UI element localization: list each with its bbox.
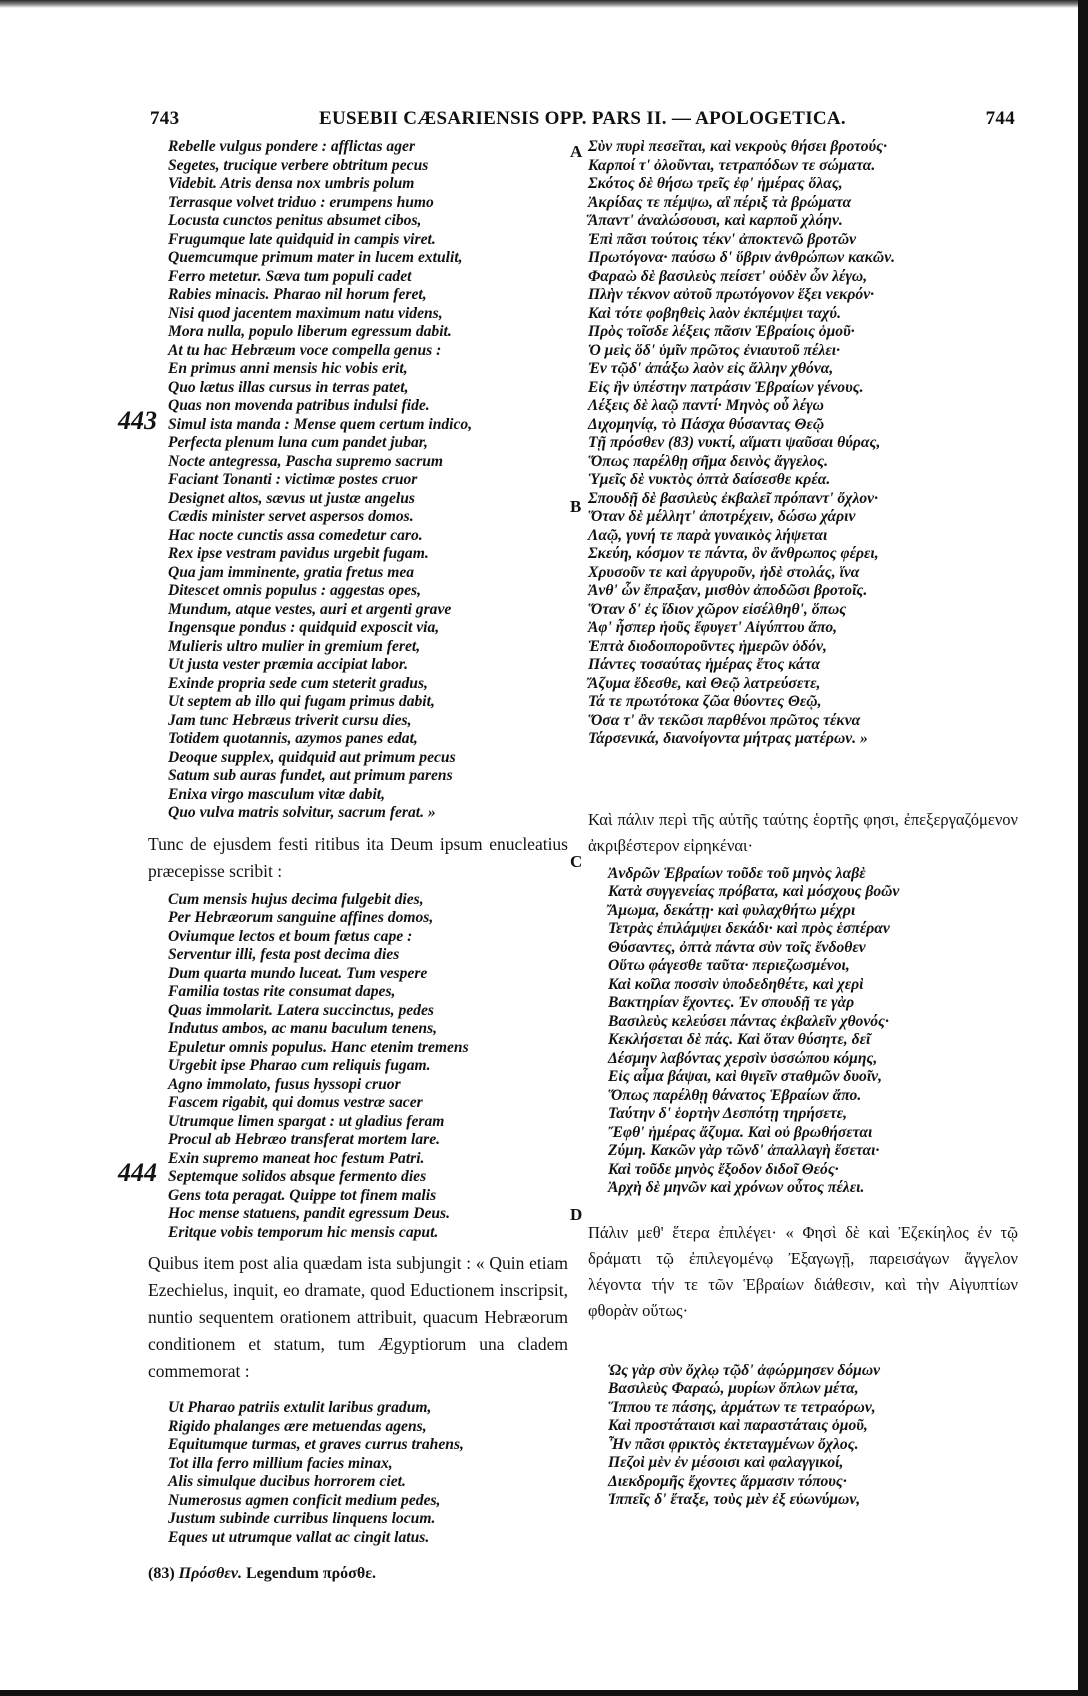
greek-verse-line: Τά τε πρωτότοκα ζῶα θύοντες Θεῷ, bbox=[588, 693, 822, 710]
verse-line: Utrumque limen spargat : ut gladius feram bbox=[168, 1112, 445, 1130]
running-header bbox=[150, 108, 1015, 134]
greek-verse-line: Λέξεις δὲ λαῷ παντί· Μηνὸς οὗ λέγω bbox=[588, 397, 824, 414]
greek-verse-line: Πεζοὶ μὲν ἐν μέσοισι καὶ φαλαγγικοί, bbox=[608, 1454, 844, 1471]
greek-verse-line: Θύσαντες, ὀπτὰ πάντα σὺν τοῖς ἔνδοθεν bbox=[608, 938, 866, 956]
verse-line: Quas immolarit. Latera succinctus, pedes bbox=[168, 1001, 434, 1019]
verse-line: Faciant Tonanti : victimæ postes cruor bbox=[168, 471, 418, 488]
greek-verse-line: Λαῷ, γυνή τε παρὰ γυναικὸς λήψεται bbox=[588, 526, 828, 544]
verse-line: Rabies minacis. Pharao nil horum feret, bbox=[168, 286, 427, 303]
greek-verse-line: Καὶ προστάταισι καὶ παραστάταις ὁμοῦ, bbox=[608, 1417, 868, 1434]
verse-line: Familia tostas rite consumat dapes, bbox=[168, 983, 396, 1000]
greek-verse-line: Ἱππεῖς δ' ἔταξε, τοὺς μὲν ἐξ εὐωνύμων, bbox=[608, 1491, 861, 1508]
verse-line: Indutus ambos, ac manu baculum tenens, bbox=[168, 1020, 438, 1037]
verse-line: Fascem rigabit, qui domus vestræ sacer bbox=[168, 1094, 423, 1111]
sigla-b: B bbox=[570, 497, 582, 516]
verse-line: Nocte antegressa, Pascha supremo sacrum bbox=[168, 452, 444, 470]
latin-verse-block-3 bbox=[148, 1399, 568, 1547]
verse-line: Simul ista manda : Mense quem certum indico, 443 bbox=[118, 405, 473, 435]
verse-line: Satum sub auras fundet, aut primum parens bbox=[168, 767, 453, 784]
section-number-443: 443 bbox=[118, 405, 157, 435]
greek-verse-line: Τάρσενικά, διανοίγοντα μήτρας ματέρων. » bbox=[588, 730, 868, 747]
verse-line: Eritque vobis temporum hic mensis caput. bbox=[168, 1223, 439, 1241]
verse-line: Quas non movenda patribus indulsi fide. bbox=[168, 397, 430, 414]
sigla-a: A bbox=[570, 142, 583, 161]
verse-line: Mundum, atque vestes, auri et argenti grave bbox=[168, 600, 452, 618]
greek-verse-line: Ἀνθ' ὧν ἔπραξαν, μισθὸν ἀποδῶσι βροτοῖς. bbox=[588, 582, 868, 599]
greek-verse-line: Τῇ πρόσθεν (83) νυκτί, αἵματι ψαῦσαι θύρας, bbox=[588, 434, 881, 451]
latin-prose-1: Tunc de ejusdem festi ritibus ita Deum ipsum enucleatius præcepisse scribit : bbox=[148, 833, 568, 881]
verse-line: Hoc mense statuens, pandit egressum Deus. bbox=[168, 1205, 451, 1222]
verse-line: Quemcumque primum mater in lucem extulit, bbox=[168, 249, 463, 266]
verse-line: Mulieris ultro mulier in gremium feret, bbox=[168, 637, 421, 655]
greek-verse-line: Ἅπαντ' ἀναλώσουσι, καὶ καρποῦ χλόην. bbox=[588, 212, 843, 229]
greek-verse-line: Ἄζυμα ἔδεσθε, καὶ Θεῷ λατρεύσετε, bbox=[588, 674, 821, 692]
verse-line: Urgebit ipse Pharao cum reliquis fugam. bbox=[168, 1057, 431, 1074]
greek-verse-line: Καὶ τοῦδε μηνὸς ἔξοδον διδοῖ Θεός· bbox=[608, 1160, 839, 1178]
verse-line: Qua jam imminente, gratia fretus mea bbox=[168, 563, 415, 581]
verse-line: Nisi quod jacentem maximum natu videns, bbox=[168, 304, 443, 322]
verse-line: Exin supremo maneat hoc festum Patri. bbox=[168, 1149, 425, 1167]
verse-line: Terrasque volvet triduo : erumpens humo bbox=[168, 193, 434, 211]
greek-prose-1: Καὶ πάλιν περὶ τῆς αὐτῆς ταύτης ἑορτῆς φησι, ἐπεξεργαζόμενον ἀκριβέστερον εἰρηκέναι· bbox=[588, 809, 1018, 855]
greek-verse-block-3 bbox=[588, 1362, 1018, 1510]
greek-verse-line: Κεκλήσεται δὲ πάς. Καὶ ὅταν θύσητε, δεῖ bbox=[608, 1031, 871, 1048]
scan-edge-right bbox=[1078, 0, 1088, 1696]
verse-line: Procul ab Hebræo transferat mortem lare. bbox=[168, 1131, 441, 1148]
verse-line: Ut Pharao patriis extulit laribus gradum, bbox=[168, 1399, 432, 1416]
sigla-d: D bbox=[570, 1205, 583, 1224]
running-title: EUSEBII CÆSARIENSIS OPP. PARS II. — APOLOGETICA. bbox=[318, 108, 846, 129]
verse-line: Quo vulva matris solvitur, sacrum ferat. » bbox=[168, 804, 436, 821]
verse-line: Numerosus agmen conficit medium pedes, bbox=[168, 1491, 441, 1509]
section-number-444: 444 bbox=[118, 1158, 157, 1187]
verse-line: Epuletur omnis populus. Hanc etenim tremens bbox=[168, 1038, 469, 1056]
verse-line: Ingensque pondus : quidquid exposcit via, bbox=[168, 619, 440, 636]
verse-line: Agno immolato, fusus hyssopi cruor bbox=[168, 1075, 401, 1093]
footnote-greek: Πρόσθεν. bbox=[178, 1565, 242, 1582]
greek-verse-block-1 bbox=[588, 138, 1018, 749]
verse-line: Ut septem ab illo qui fugam primus dabit, bbox=[168, 693, 435, 710]
verse-line: Ferro metetur. Sæva tum populi cadet bbox=[168, 267, 412, 285]
greek-verse-line: Καρποί τ' ὀλοῦνται, τετραπόδων τε σώματα. bbox=[588, 156, 876, 174]
greek-verse-line: Ἔφθ' ἡμέρας ἄζυμα. Καὶ οὐ βρωθήσεται bbox=[608, 1123, 873, 1141]
greek-verse-line: Ἐν τῷδ' ἀπάξω λαὸν εἰς ἄλλην χθόνα, bbox=[588, 360, 834, 377]
latin-prose-2: Quibus item post alia quædam ista subjungit : « Quin etiam Ezechielus, inquit, eo dramate, quod Eductionem inscripsit, nuntio sequentem orationem attribuit, quacum Hebræorum conditionem et statum, tum Ægyptiorum una cladem commemorat : bbox=[148, 1253, 568, 1381]
greek-verse-line: Ὅταν δὲ μέλλητ' ἀποτρέχειν, δώσω χάριν bbox=[588, 508, 856, 525]
greek-verse-line: Βακτηρίαν ἔχοντες. Ἐν σπουδῇ τε γὰρ bbox=[608, 994, 855, 1011]
footnote bbox=[148, 1565, 568, 1583]
verse-line: Alis simulque ducibus horrorem ciet. bbox=[168, 1473, 406, 1490]
greek-verse-line: Εἰς ἣν ὑπέστην πατράσιν Ἑβραίων γένους. bbox=[588, 378, 864, 396]
verse-line: Per Hebræorum sanguine affines domos, bbox=[168, 909, 434, 926]
verse-line: Perfecta plenum luna cum pandet jubar, bbox=[168, 434, 428, 451]
right-column bbox=[588, 138, 1018, 1510]
sigla-c: C bbox=[570, 852, 583, 871]
greek-verse-line: Πρωτόγονα· παύσω δ' ὕβριν ἀνθρώπων κακῶν. bbox=[588, 249, 896, 266]
page-number-right: 744 bbox=[985, 108, 1015, 129]
verse-line: Frugumque late quidquid in campis viret. bbox=[168, 230, 436, 248]
greek-verse-line: Ἦν πᾶσι φρικτὸς ἐκτεταγμένων ὄχλος. bbox=[608, 1435, 859, 1453]
greek-verse-line: Φαραὼ δὲ βασιλεὺς πείσετ' οὐδὲν ὧν λέγω, bbox=[588, 267, 868, 285]
verse-line: Ditescet omnis populus : aggestas opes, bbox=[168, 582, 421, 599]
greek-verse-line: Πλὴν τέκνον αὐτοῦ πρωτόγονον ἕξει νεκρόν· bbox=[588, 286, 875, 303]
latin-verse-block-1 bbox=[118, 138, 568, 823]
footnote-number: (83) bbox=[148, 1565, 175, 1582]
greek-verse-line: Κατὰ συγγενείας πρόβατα, καὶ μόσχους βοῶν bbox=[608, 883, 900, 900]
verse-line: Cum mensis hujus decima fulgebit dies, bbox=[168, 890, 424, 908]
verse-line: Septemque solidos absque fermento dies 444 bbox=[118, 1158, 427, 1187]
greek-verse-line: Ἀνδρῶν Ἑβραίων τοῦδε τοῦ μηνὸς λαβὲ bbox=[608, 864, 866, 882]
greek-verse-line: Ἑπτὰ διοδοιποροῦντες ἡμερῶν ὁδόν, bbox=[588, 637, 827, 655]
greek-verse-line: Πάντες τοσαύτας ἡμέρας ἔτος κάτα bbox=[588, 656, 820, 673]
scan-edge-bottom bbox=[0, 1690, 1088, 1696]
greek-verse-line: Πρὸς τοῖσδε λέξεις πᾶσιν Ἑβραίοις ὁμοῦ· bbox=[588, 323, 855, 340]
verse-line: Totidem quotannis, azymos panes edat, bbox=[168, 730, 418, 747]
verse-line: Rex ipse vestram pavidus urgebit fugam. bbox=[168, 545, 429, 562]
verse-line: Quo lætus illas cursus in terras patet, bbox=[168, 378, 409, 396]
verse-line: Serventur illi, festa post decima dies bbox=[168, 946, 400, 963]
verse-line: Segetes, trucique verbere obtritum pecus bbox=[168, 156, 429, 174]
greek-verse-line: Ὅπως παρέλθῃ θάνατος Ἑβραίων ἄπο. bbox=[608, 1086, 862, 1104]
greek-verse-line: Δέσμην λαβόντας χερσὶν ὑσσώπου κόμης, bbox=[608, 1049, 878, 1067]
greek-prose-2: Πάλιν μεθ' ἕτερα ἐπιλέγει· « Φησὶ δὲ καὶ Ἐζεκίηλος ἐν τῷ δράματι τῷ ἐπιλεγομένῳ Ἐξαγωγῇ, παρεισάγων ἄγγελον λέγοντα τήν τε τῶν Ἑβραίων διάθεσιν, καὶ τὴν Αἰγυπτίων φθορὰν οὕτως· bbox=[588, 1222, 1018, 1320]
greek-verse-line: Χρυσοῦν τε καὶ ἀργυροῦν, ἠδὲ στολάς, ἵνα bbox=[588, 563, 860, 581]
verse-line: Exinde propria sede cum steterit gradus, bbox=[168, 674, 428, 692]
greek-verse-line: Ὁ μεὶς ὅδ' ὑμῖν πρῶτος ἐνιαυτοῦ πέλει· bbox=[588, 341, 840, 359]
verse-line: At tu hac Hebræum voce compella genus : bbox=[168, 341, 442, 359]
greek-verse-line: Σὺν πυρὶ πεσεῖται, καὶ νεκροὺς θήσει βροτούς· bbox=[588, 138, 888, 155]
verse-line: Designet altos, sævus ut justæ angelus bbox=[168, 489, 415, 507]
greek-verse-line: Καὶ τότε φοβηθεὶς λαὸν ἐκπέμψει ταχύ. bbox=[588, 304, 841, 322]
greek-verse-line: Ἀφ' ἧσπερ ἡοῦς ἔφυγετ' Αἰγύπτου ἄπο, bbox=[588, 619, 838, 636]
greek-verse-line: Ὅσα τ' ἂν τεκῶσι παρθένοι πρῶτος τέκνα bbox=[588, 711, 861, 729]
footnote-text: Legendum πρόσθε. bbox=[245, 1565, 377, 1582]
greek-verse-line: Ὅταν δ' ἐς ἴδιον χῶρον εἰσέλθηθ', ὅπως bbox=[588, 600, 847, 618]
verse-line: Cædis minister servet aspersos domos. bbox=[168, 508, 414, 525]
verse-line: Eques ut utrumque vallat ac cingit latus. bbox=[168, 1528, 430, 1546]
latin-verse-block-2 bbox=[118, 890, 568, 1243]
verse-line: Mora nulla, populo liberum egressum dabit. bbox=[168, 323, 452, 340]
greek-verse-line: Σκότος δὲ θήσω τρεῖς ἐφ' ἡμέρας ὅλας, bbox=[588, 175, 843, 192]
greek-verse-line: Ἄμωμα, δεκάτῃ· καὶ φυλαχθήτω μέχρι bbox=[608, 901, 856, 919]
verse-line: Equitumque turmas, et graves currus trahens, bbox=[168, 1436, 464, 1453]
verse-line: Locusta cunctos penitus absumet cibos, bbox=[168, 212, 422, 229]
greek-verse-line: Ἐπὶ πᾶσι τούτοις τέκν' ἀποκτενῶ βροτῶν bbox=[588, 230, 857, 248]
greek-verse-line: Ὅπως παρέλθῃ σῆμα δεινὸς ἄγγελος. bbox=[588, 452, 828, 470]
greek-verse-line: Ὡς γὰρ σὺν ὄχλῳ τῷδ' ἀφώρμησεν δόμων bbox=[608, 1361, 881, 1379]
verse-line: Rigido phalanges ære metuendas agens, bbox=[168, 1417, 427, 1435]
greek-verse-line: Σκεύη, κόσμον τε πάντα, ὃν ἄνθρωπος φέρει, bbox=[588, 545, 879, 562]
verse-line: Enixa virgo masculum vitæ dabit, bbox=[168, 785, 386, 803]
greek-verse-line: Ἀρχὴ δὲ μηνῶν καὶ χρόνων οὗτος πέλει. bbox=[608, 1179, 865, 1196]
scan-edge-top bbox=[0, 0, 1088, 8]
verse-line: Hac nocte cunctis assa comedetur caro. bbox=[168, 526, 423, 544]
greek-verse-line: Ζύμη. Κακῶν γὰρ τῶνδ' ἀπαλλαγὴ ἔσεται· bbox=[608, 1142, 880, 1159]
greek-verse-line: Σπουδῇ δὲ βασιλεὺς ἐκβαλεῖ πρόπαντ' ὄχλον· bbox=[588, 489, 878, 507]
greek-verse-line: Διεκδρομῆς ἔχοντες ἅρμασιν τόπους· bbox=[608, 1472, 847, 1490]
verse-line: Videbit. Atris densa nox umbris polum bbox=[168, 175, 415, 192]
verse-line: En primus anni mensis hic vobis erit, bbox=[168, 360, 408, 377]
greek-verse-line: Τετρὰς ἐπιλάμψει δεκάδι· καὶ πρὸς ἑσπέραν bbox=[608, 920, 890, 937]
greek-verse-line: Οὕτω φάγεσθε ταῦτα· περιεζωσμένοι, bbox=[608, 957, 850, 974]
greek-verse-line: Καὶ κοῖλα ποσσὶν ὑποδεδηθέτε, καὶ χερὶ bbox=[608, 975, 864, 993]
verse-line: Rebelle vulgus pondere : afflictas ager bbox=[168, 138, 416, 155]
verse-line: Oviumque lectos et boum fœtus cape : bbox=[168, 927, 413, 945]
greek-verse-line: Ἀκρίδας τε πέμψω, αἳ πέριξ τὰ βρώματα bbox=[588, 193, 852, 211]
greek-verse-line: Βασιλεὺς Φαραώ, μυρίων ὅπλων μέτα, bbox=[608, 1380, 859, 1397]
verse-line: Gens tota peragat. Quippe tot finem malis bbox=[168, 1186, 437, 1204]
verse-line: Tot illa ferro millium facies minax, bbox=[168, 1454, 393, 1472]
greek-verse-line: Διχομηνίᾳ, τὸ Πάσχα θύσαντας Θεῷ bbox=[588, 415, 825, 433]
greek-verse-block-2 bbox=[588, 865, 1018, 1198]
greek-verse-line: Ὑμεῖς δὲ νυκτὸς ὀπτὰ δαίσεσθε κρέα. bbox=[588, 471, 831, 488]
greek-verse-line: Ταύτην δ' ἑορτὴν Δεσπότῃ τηρήσετε, bbox=[608, 1105, 847, 1122]
left-column bbox=[118, 138, 568, 1583]
greek-verse-line: Εἰς αἷμα βάψαι, καὶ θιγεῖν σταθμῶν δυοῖν, bbox=[608, 1068, 882, 1085]
verse-line: Jam tunc Hebræus triverit cursu dies, bbox=[168, 711, 412, 729]
verse-line: Dum quarta mundo luceat. Tum vespere bbox=[168, 964, 428, 982]
verse-line: Ut justa vester præmia accipiat labor. bbox=[168, 656, 408, 673]
page-number-left: 743 bbox=[150, 108, 180, 129]
greek-verse-line: Ἵππου τε πάσης, ἁρμάτων τε τετραόρων, bbox=[608, 1398, 876, 1416]
greek-verse-line: Βασιλεὺς κελεύσει πάντας ἐκβαλεῖν χθονός· bbox=[608, 1012, 889, 1030]
verse-line: Justum subinde curribus linquens locum. bbox=[168, 1510, 436, 1527]
verse-line: Deoque supplex, quidquid aut primum pecus bbox=[168, 748, 456, 766]
